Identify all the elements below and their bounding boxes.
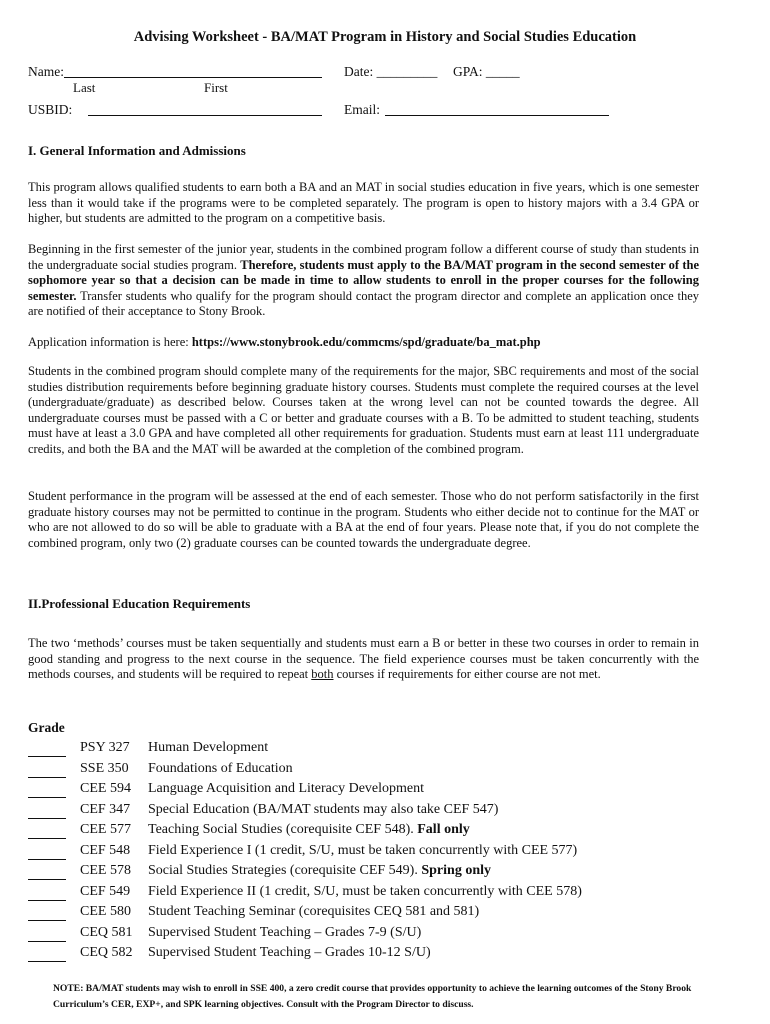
- course-description-text: Supervised Student Teaching – Grades 7-9 (S/U): [148, 924, 422, 940]
- application-info-label: Application information is here:: [28, 335, 189, 349]
- course-description: [148, 802, 498, 818]
- section-1-paragraph-2: [28, 242, 699, 320]
- gpa-label: GPA: _____: [453, 64, 520, 79]
- course-term-note: Spring only: [421, 863, 491, 878]
- course-description-text: Language Acquisition and Literacy Development: [148, 781, 425, 796]
- course-code: CEE 580: [80, 904, 131, 919]
- course-description-text: Special Education (BA/MAT students may also take CEF 547): [148, 801, 499, 817]
- course-code: CEF 548: [80, 842, 131, 858]
- course-description: [148, 781, 424, 797]
- course-description-text: Teaching Social Studies (corequisite CEF 548).: [148, 822, 414, 837]
- course-description-text: Field Experience I (1 credit, S/U, must be taken concurrently with CEE 577): [148, 842, 578, 858]
- section-1-paragraph-5: Student performance in the program will be assessed at the end of each semester. Those who do not perform satisfactorily in the first graduate history courses may not be permitted to continue in the program. Students who either decide not to continue for the MAT or who are not allowed to do so will be able to graduate with a BA at the end of four years. Please note that, if you do not complete the combined program, only two (2) graduate courses can be counted towards the undergraduate degree.: [28, 489, 699, 550]
- grade-blank[interactable]: [28, 940, 66, 942]
- grade-blank[interactable]: [28, 796, 66, 798]
- usbid-label: USBID:: [28, 102, 73, 117]
- course-code: SSE 350: [80, 760, 129, 776]
- course-code: CEE 594: [80, 781, 131, 796]
- course-description: [148, 822, 470, 838]
- name-field-line[interactable]: [64, 77, 322, 78]
- footer-note: NOTE: BA/MAT students may wish to enroll in SSE 400, a zero credit course that provides opportunity to achieve the learning outcomes of the Stony Brook Curriculum’s CER, EXP+, and SPK learning objectives. Consult with the Program Director to discuss.: [53, 983, 692, 1010]
- course-description: [148, 843, 577, 859]
- application-info: [28, 335, 699, 351]
- course-code: CEQ 582: [80, 945, 133, 960]
- grade-blank[interactable]: [28, 776, 66, 778]
- grade-blank[interactable]: [28, 817, 66, 819]
- course-description: [148, 925, 421, 941]
- course-description: [148, 884, 582, 900]
- grade-blank[interactable]: [28, 755, 66, 757]
- course-description-text: Human Development: [148, 740, 269, 755]
- course-code: CEE 577: [80, 822, 131, 837]
- course-description-text: Social Studies Strategies (corequisite CEF 549).: [148, 863, 418, 878]
- course-code: CEF 347: [80, 801, 131, 817]
- email-field-line[interactable]: [385, 115, 609, 116]
- grade-blank[interactable]: [28, 919, 66, 921]
- course-description-text: Student Teaching Seminar (corequisites CEQ 581 and 581): [148, 904, 480, 919]
- date-label: Date: _________: [344, 64, 438, 79]
- section-2-text-a: The two ‘methods’ courses must be taken sequentially and students must earn a B or better in these two courses in order to remain in good standing and progress to the next course in the sequence. The field experience courses must be taken concurrently with the methods courses, and students will be required to repeat: [28, 636, 699, 682]
- grade-blank[interactable]: [28, 960, 66, 962]
- course-description-text: Foundations of Education: [148, 760, 293, 776]
- grade-blank[interactable]: [28, 899, 66, 901]
- page-title: Advising Worksheet - BA/MAT Program in History and Social Studies Education: [133, 29, 637, 45]
- course-code: CEE 578: [80, 863, 131, 878]
- section-2-text-b: courses if requirements for either course are not met.: [336, 667, 601, 682]
- section-2-paragraph: [28, 636, 699, 683]
- course-description: [148, 761, 293, 777]
- course-description: [148, 904, 479, 920]
- paragraph-2-bold: Therefore, students must apply to the BA/MAT program in the second semester of the sophomore year so that a decision can be made in time to allow students to enroll in the proper courses for the following semester.: [28, 257, 700, 303]
- grade-column-heading: Grade: [28, 720, 65, 735]
- course-code: PSY 327: [80, 740, 130, 755]
- course-term-note: Fall only: [417, 822, 470, 837]
- name-label: Name:: [28, 64, 64, 79]
- paragraph-2-text-c: Transfer students who qualify for the program should contact the program director and complete an application once they are notified of their acceptance to Stony Brook.: [28, 288, 700, 319]
- section-1-heading: I. General Information and Admissions: [28, 143, 246, 158]
- course-description: [148, 945, 431, 961]
- first-name-label: First: [204, 80, 228, 95]
- section-2-underlined: both: [311, 667, 334, 682]
- usbid-field-line[interactable]: [88, 115, 322, 116]
- course-description-text: Supervised Student Teaching – Grades 10-12 S/U): [148, 945, 431, 960]
- course-description: [148, 740, 268, 756]
- section-1-paragraph-4: Students in the combined program should complete many of the requirements for the major, SBC requirements and most of the social studies distribution requirements before beginning graduate history courses. Students must complete the required courses at the level (undergraduate/graduate) as described below. Courses taken at the wrong level can not be counted towards the degree. All undergraduate courses must be passed with a C or better and graduate courses with a B. To be admitted to student teaching, students must have at least a 3.0 GPA and have completed all other requirements for graduation. Students must earn at least 111 undergraduate credits, and both the BA and the MAT will be awarded at the completion of the combined program.: [28, 364, 699, 456]
- paragraph-2-text-a: Beginning in the first semester of the junior year, students in the combined program follow a different course of study than students in the undergraduate social studies program.: [28, 242, 699, 272]
- course-description: [148, 863, 491, 879]
- email-label: Email:: [344, 102, 380, 117]
- course-code: CEF 549: [80, 883, 131, 899]
- grade-blank[interactable]: [28, 858, 66, 860]
- application-url-link[interactable]: https://www.stonybrook.edu/commcms/spd/graduate/ba_mat.php: [191, 335, 541, 349]
- grade-blank[interactable]: [28, 878, 66, 880]
- section-2-heading: II.Professional Education Requirements: [28, 596, 251, 611]
- last-name-label: Last: [73, 80, 96, 95]
- course-description-text: Field Experience II (1 credit, S/U, must be taken concurrently with CEE 578): [148, 883, 582, 899]
- course-code: CEQ 581: [80, 924, 133, 940]
- grade-blank[interactable]: [28, 837, 66, 839]
- section-1-paragraph-1: This program allows qualified students to earn both a BA and an MAT in social studies education in five years, which is one semester less than it would take if the programs were to be completed separately. The program is open to history majors with a 3.4 GPA or higher, but students are admitted to the program on a competitive basis.: [28, 180, 699, 226]
